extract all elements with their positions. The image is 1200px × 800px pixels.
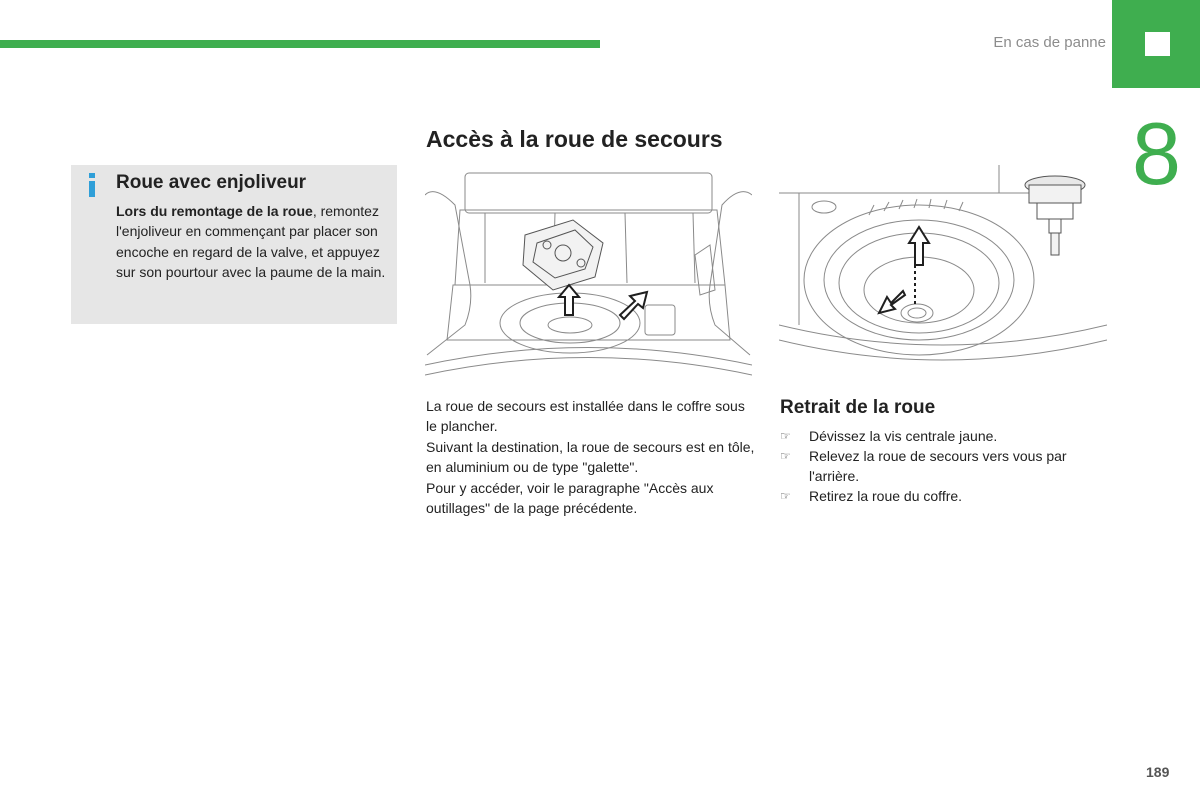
info-icon	[87, 173, 97, 197]
pointing-hand-icon: ☞	[780, 429, 791, 443]
chapter-tab	[1112, 0, 1200, 88]
paragraph: Suivant la destination, la roue de secours est en tôle, en aluminium ou de type "galette".	[426, 438, 755, 476]
step-text: Dévissez la vis centrale jaune.	[809, 428, 998, 444]
info-text-rest: , remontez l'enjoliveur en commençant par placer son encoche en regard de la valve, et appuyez sur son pourtour avec la paume de la main.	[116, 203, 386, 281]
step-text: Relevez la roue de secours vers vous par l'arrière.	[809, 448, 1067, 484]
info-title: Roue avec enjoliveur	[116, 172, 307, 193]
page-number: 189	[1146, 764, 1170, 780]
section-subtitle: Retrait de la roue	[780, 397, 936, 418]
pointing-hand-icon: ☞	[780, 449, 791, 463]
header-rule	[0, 40, 600, 48]
chapter-number: 8	[1132, 104, 1181, 203]
body-text	[426, 396, 756, 518]
paragraph: Pour y accéder, voir le paragraphe "Accès aux outillages" de la page précédente.	[426, 479, 714, 517]
steps-list	[780, 426, 1110, 506]
chapter-tab-square	[1145, 32, 1170, 56]
info-text-bold: Lors du remontage de la roue	[116, 203, 313, 219]
info-box	[71, 165, 397, 324]
page-title: Accès à la roue de secours	[426, 126, 723, 152]
list-item	[780, 446, 1110, 486]
wheel-removal-illustration	[779, 165, 1107, 383]
paragraph: La roue de secours est installée dans le coffre sous le plancher.	[426, 398, 745, 435]
step-text: Retirez la roue du coffre.	[809, 488, 963, 504]
list-item	[780, 426, 1110, 446]
trunk-spare-wheel-illustration	[425, 165, 752, 383]
info-text	[116, 201, 394, 283]
section-label: En cas de panne	[993, 34, 1106, 51]
pointing-hand-icon: ☞	[780, 489, 791, 503]
list-item	[780, 486, 1110, 506]
